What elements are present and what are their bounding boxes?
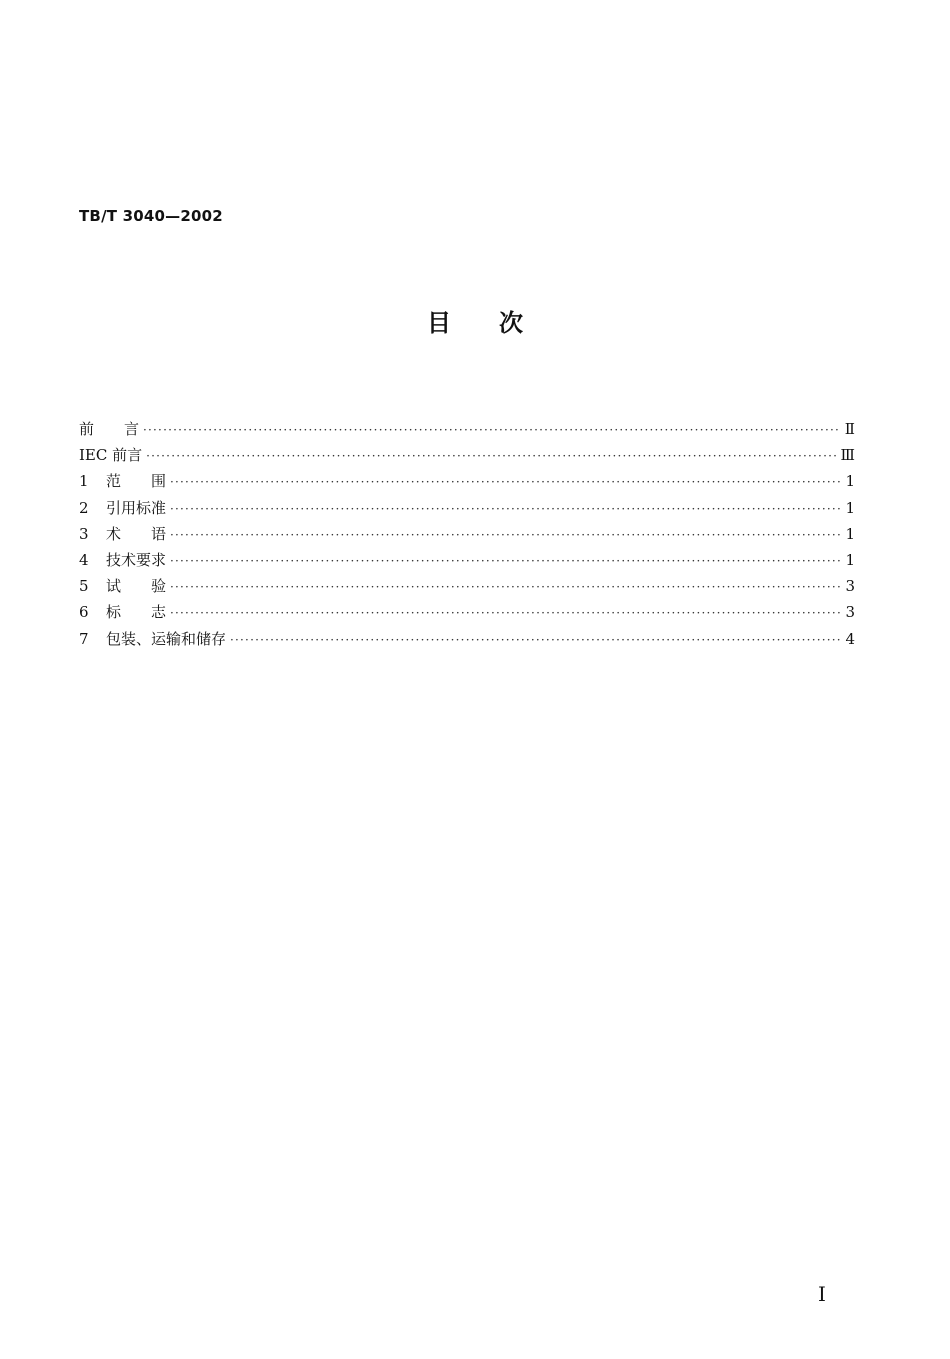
table-of-contents <box>79 416 855 652</box>
toc-entry-number: 7 <box>79 629 89 648</box>
toc-entry-label: IEC 前言 <box>79 446 143 465</box>
toc-entry-page: 1 <box>845 524 855 543</box>
toc-leader-dots <box>143 417 841 443</box>
toc-entry-page: 3 <box>845 577 855 596</box>
toc-leader-dots <box>170 469 841 495</box>
toc-title-part2: 次 <box>499 309 523 337</box>
toc-entry-number: 6 <box>79 603 89 622</box>
toc-entry-page: Ⅲ <box>840 446 855 465</box>
toc-leader-dots <box>170 574 841 600</box>
toc-entry-page: 4 <box>845 629 855 648</box>
toc-entry-label: 范 围 <box>106 472 167 491</box>
toc-entry-packaging[interactable] <box>79 626 855 652</box>
toc-entry-page: 1 <box>845 472 855 491</box>
toc-entry-technical-requirements[interactable] <box>79 547 855 573</box>
toc-entry-label: 术 语 <box>106 524 167 543</box>
toc-entry-scope[interactable] <box>79 468 855 494</box>
toc-entry-number: 5 <box>79 577 89 596</box>
toc-entry-tests[interactable] <box>79 573 855 599</box>
page-number: I <box>818 1282 826 1306</box>
toc-entry-marking[interactable] <box>79 599 855 625</box>
toc-entry-label: 包装、运输和储存 <box>106 629 227 648</box>
toc-entry-page: 1 <box>845 550 855 569</box>
toc-leader-dots <box>146 443 836 469</box>
toc-entry-number: 2 <box>79 498 89 517</box>
toc-entry-page: Ⅱ <box>844 420 855 438</box>
toc-entry-label: 试 验 <box>106 577 167 596</box>
toc-leader-dots <box>170 600 841 626</box>
toc-entry-page: 1 <box>845 498 855 517</box>
toc-title <box>0 307 950 339</box>
toc-leader-dots <box>170 496 841 522</box>
toc-entry-label: 引用标准 <box>106 498 167 517</box>
toc-leader-dots <box>170 522 841 548</box>
toc-entry-number: 4 <box>79 550 89 569</box>
toc-title-part1: 目 <box>427 309 451 337</box>
toc-entry-number: 3 <box>79 524 89 543</box>
toc-entry-label: 前 言 <box>79 420 140 438</box>
toc-leader-dots <box>230 627 841 653</box>
toc-entry-number: 1 <box>79 472 89 491</box>
toc-entry-foreword[interactable] <box>79 416 855 442</box>
toc-entry-page: 3 <box>845 603 855 622</box>
toc-entry-label: 技术要求 <box>106 550 167 569</box>
toc-entry-terms[interactable] <box>79 521 855 547</box>
document-number: TB/T 3040—2002 <box>79 207 223 225</box>
toc-entry-normative-references[interactable] <box>79 495 855 521</box>
toc-entry-iec-foreword[interactable] <box>79 442 855 468</box>
toc-leader-dots <box>170 548 841 574</box>
toc-entry-label: 标 志 <box>106 603 167 622</box>
